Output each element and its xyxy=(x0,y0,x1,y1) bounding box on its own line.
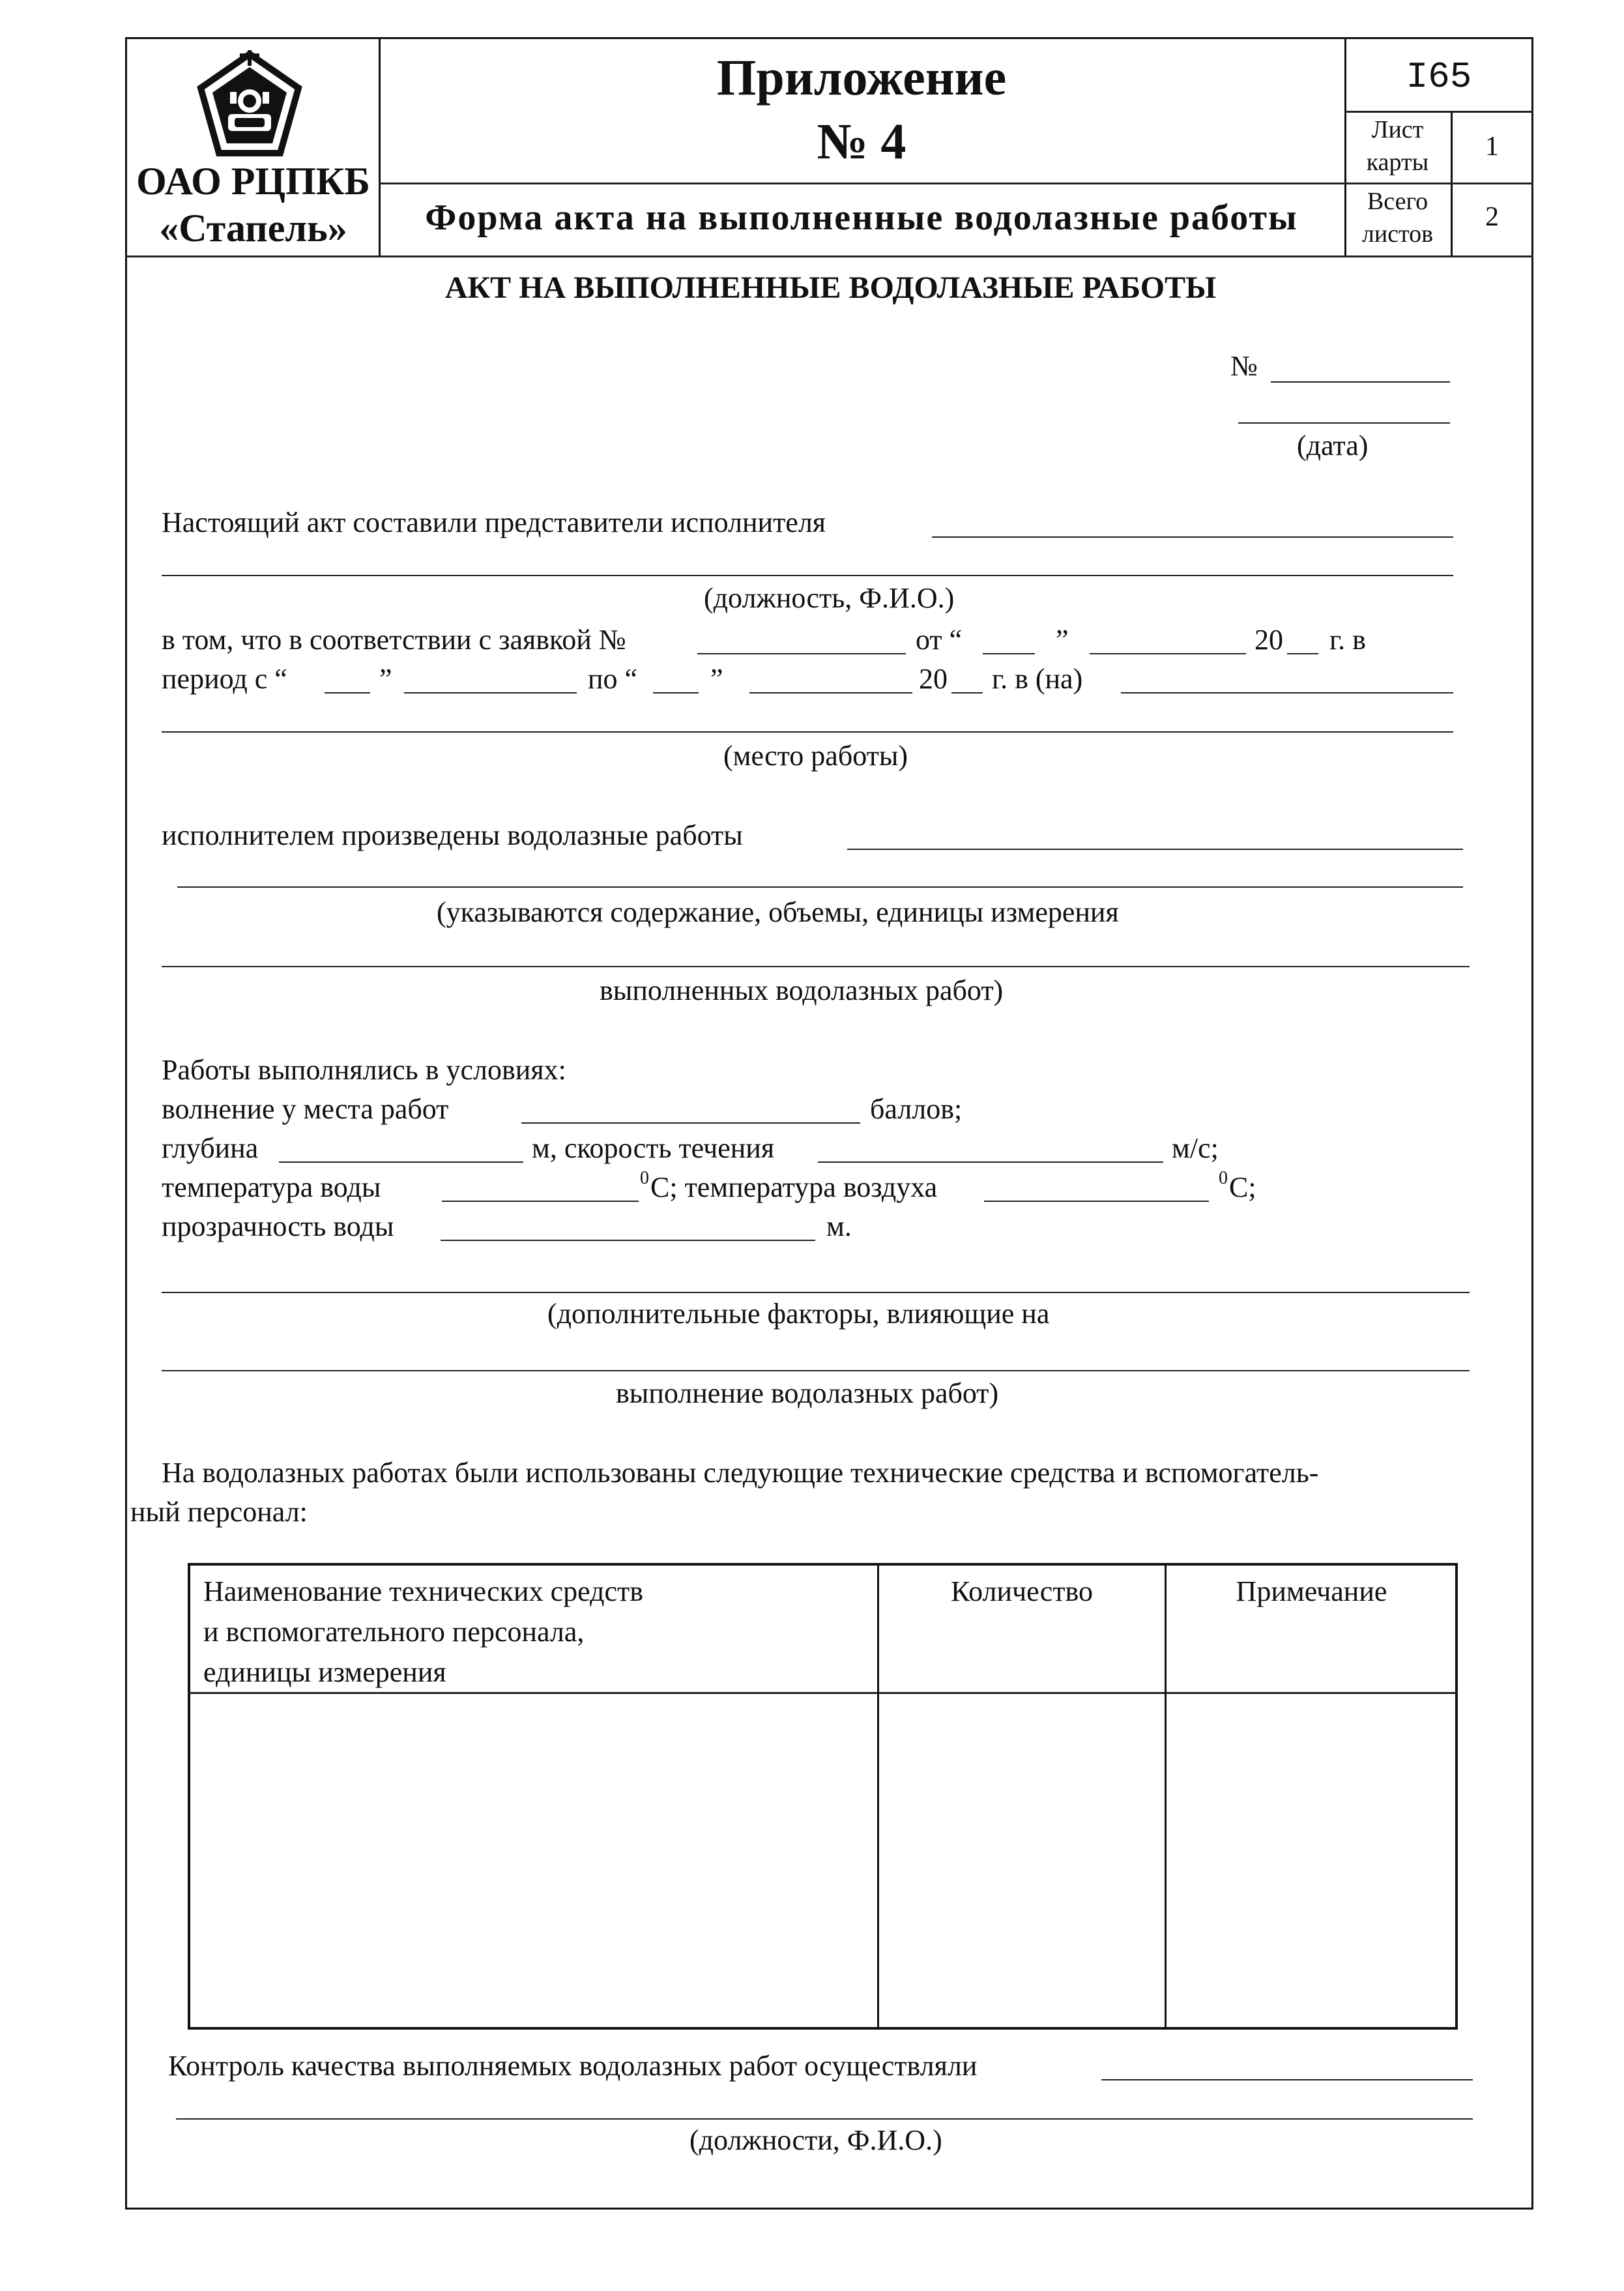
factors-field[interactable] xyxy=(162,1292,1470,1293)
quality-control-field[interactable] xyxy=(1101,2079,1473,2080)
act-number-label: № xyxy=(1230,350,1258,382)
table-header-divider xyxy=(188,1692,1458,1694)
representatives-label: Настоящий акт составили представители исполнителя xyxy=(162,506,826,538)
factors-field-2[interactable] xyxy=(162,1370,1470,1371)
conditions-title: Работы выполнялись в условиях: xyxy=(162,1054,566,1086)
factors-caption-2: выполнение водолазных работ) xyxy=(616,1377,999,1409)
period-end-quote-close: ” xyxy=(710,663,723,695)
equipment-text-line-1: На водолазных работах были использованы следующие технические средства и вспомогатель- xyxy=(162,1457,1319,1489)
request-month-field[interactable] xyxy=(1090,653,1246,654)
water-temperature-label: температура воды xyxy=(162,1171,381,1203)
appendix-title: Приложение xyxy=(716,49,1007,106)
act-date-field[interactable] xyxy=(1238,422,1450,424)
total-sheets-label: Всего xyxy=(1367,188,1428,215)
document-code: I65 xyxy=(1406,56,1472,98)
act-date-caption: (дата) xyxy=(1297,430,1369,461)
period-year-suffix: г. в (на) xyxy=(992,663,1083,695)
depth-unit: м, скорость течения xyxy=(532,1132,775,1164)
appendix-number: № 4 xyxy=(817,113,906,169)
request-year-suffix: г. в xyxy=(1329,624,1366,656)
works-caption-1: (указываются содержание, объемы, единицы измерения xyxy=(437,896,1119,928)
period-start-day-field[interactable] xyxy=(325,692,370,693)
air-temperature-unit: С; xyxy=(1229,1171,1256,1203)
act-number-field[interactable] xyxy=(1271,381,1450,383)
act-title: АКТ НА ВЫПОЛНЕННЫЕ ВОДОЛАЗНЫЕ РАБОТЫ xyxy=(444,270,1217,305)
works-label: исполнителем произведены водолазные работы xyxy=(162,819,743,851)
factors-caption-1: (дополнительные факторы, влияющие на xyxy=(547,1298,1050,1330)
period-end-day-field[interactable] xyxy=(653,692,699,693)
request-year-prefix: 20 xyxy=(1254,624,1283,656)
sheet-label: Лист xyxy=(1371,116,1424,143)
request-quote-close: ” xyxy=(1056,624,1069,656)
current-speed-field[interactable] xyxy=(818,1161,1163,1163)
total-sheets-label-2: листов xyxy=(1361,220,1434,248)
table-cell-name[interactable] xyxy=(190,1695,876,2027)
form-title: Форма акта на выполненные водолазные работы xyxy=(425,197,1298,238)
request-from-label: от “ xyxy=(916,624,963,656)
transparency-label: прозрачность воды xyxy=(162,1210,394,1242)
equipment-text-line-2: ный персонал: xyxy=(130,1496,308,1528)
transparency-field[interactable] xyxy=(441,1240,815,1241)
header-divider-mid xyxy=(379,182,1344,184)
air-degree-mark: 0 xyxy=(1219,1168,1228,1188)
period-year-field[interactable] xyxy=(951,692,983,693)
works-field-2[interactable] xyxy=(177,886,1463,888)
table-header-name-3: единицы измерения xyxy=(203,1656,446,1688)
org-name: ОАО РЦПКБ xyxy=(136,160,370,203)
quality-control-caption: (должности, Ф.И.О.) xyxy=(689,2124,942,2156)
works-field-3[interactable] xyxy=(162,966,1470,967)
place-field-2[interactable] xyxy=(162,731,1453,733)
works-caption-2: выполненных водолазных работ) xyxy=(600,974,1004,1006)
period-label: период с “ xyxy=(162,663,287,695)
waves-unit: баллов; xyxy=(870,1093,963,1125)
quality-control-label: Контроль качества выполняемых водолазных работ осуществляли xyxy=(168,2050,978,2082)
waves-label: волнение у места работ xyxy=(162,1093,449,1125)
place-field[interactable] xyxy=(1121,692,1453,693)
depth-field[interactable] xyxy=(279,1161,523,1163)
water-degree-mark: 0 xyxy=(640,1168,649,1188)
request-year-field[interactable] xyxy=(1287,653,1318,654)
org-brand: «Стапель» xyxy=(159,207,347,250)
representatives-caption: (должность, Ф.И.О.) xyxy=(704,582,955,614)
quality-control-field-2[interactable] xyxy=(176,2118,1473,2120)
period-start-quote-close: ” xyxy=(379,663,392,695)
request-number-field[interactable] xyxy=(697,653,906,654)
transparency-unit: м. xyxy=(826,1210,852,1242)
table-header-name-1: Наименование технических средств xyxy=(203,1575,643,1607)
water-temperature-field[interactable] xyxy=(442,1201,639,1202)
period-end-month-field[interactable] xyxy=(749,692,912,693)
table-col-divider-2 xyxy=(1165,1563,1167,2030)
sheet-value: 1 xyxy=(1485,132,1499,162)
works-field[interactable] xyxy=(847,849,1463,850)
total-sheets-value: 2 xyxy=(1485,202,1499,232)
table-cell-quantity[interactable] xyxy=(880,1695,1163,2027)
header-divider-sheet xyxy=(1344,182,1533,184)
period-to-label: по “ xyxy=(588,663,638,695)
table-header-note: Примечание xyxy=(1236,1575,1387,1607)
sheet-label-2: карты xyxy=(1366,149,1429,176)
header-bottom-border xyxy=(125,255,1533,257)
stapel-logo-icon xyxy=(194,49,305,160)
request-label: в том, что в соответствии с заявкой № xyxy=(162,624,626,656)
water-temperature-unit: С; температура воздуха xyxy=(650,1171,938,1203)
table-col-divider-1 xyxy=(877,1563,879,2030)
representatives-field[interactable] xyxy=(932,536,1453,538)
request-day-field[interactable] xyxy=(983,653,1035,654)
table-cell-note[interactable] xyxy=(1167,1695,1455,2027)
header-divider-code xyxy=(1344,111,1533,113)
table-header-quantity: Количество xyxy=(950,1575,1094,1607)
depth-label: глубина xyxy=(162,1132,259,1164)
table-header-name-2: и вспомогательного персонала, xyxy=(203,1616,585,1648)
waves-field[interactable] xyxy=(521,1122,860,1124)
logo xyxy=(194,49,305,160)
period-year-prefix: 20 xyxy=(919,663,948,695)
period-start-month-field[interactable] xyxy=(404,692,577,693)
air-temperature-field[interactable] xyxy=(984,1201,1209,1202)
current-speed-unit: м/с; xyxy=(1172,1132,1219,1164)
place-caption: (место работы) xyxy=(723,740,908,772)
representatives-field-2[interactable] xyxy=(162,575,1453,576)
